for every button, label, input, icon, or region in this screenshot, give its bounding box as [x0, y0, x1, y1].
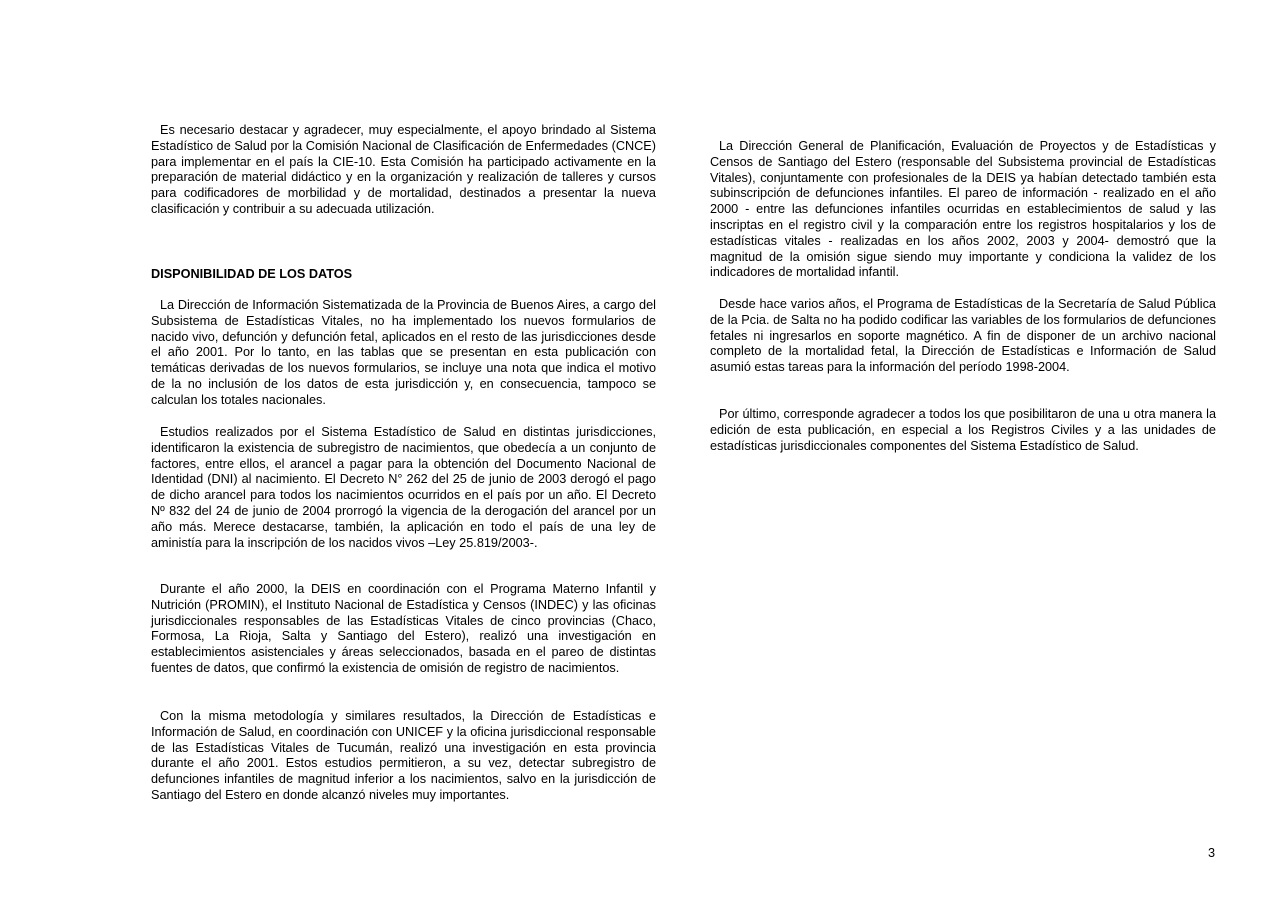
paragraph-buenos-aires: La Dirección de Información Sistematizada de la Provincia de Buenos Aires, a cargo del Subsistema de Estadísticas Vitales, no ha implementado los nuevos formularios de nacido vivo, defunción y defunción fetal, aplicados en el resto de las jurisdicciones desde el año 2001. Por lo tanto, en las tablas que se presentan en esta publicación con temáticas derivadas de los nuevos formularios, se incluye una nota que indica el motivo de la no inclusión de los datos de esta jurisdicción y, en consecuencia, tampoco se calculan los totales nacionales. [151, 298, 656, 407]
paragraph-santiago: La Dirección General de Planificación, Evaluación de Proyectos y de Estadísticas y Censos de Santiago del Estero (responsable del Subsistema provincial de Estadísticas Vitales), conjuntamente con profesionales de la DEIS ya habían detectado también esta subinscripción de defunciones infantiles. El pareo de información - realizado en el año 2000 - entre las defunciones infantiles ocurridas en establecimientos de salud y las inscriptas en el registro civil y la comparación entre los registros hospitalarios y los de estadísticas vitales - realizadas en los años 2002, 2003 y 2004- demostró que la magnitud de la omisión sigue siendo muy importante y condiciona la validez de los indicadores de mortalidad infantil. [710, 139, 1216, 280]
paragraph-methodology: Con la misma metodología y similares resultados, la Dirección de Estadísticas e Información de Salud, en coordinación con UNICEF y la oficina jurisdiccional responsable de las Estadísticas Vitales de Tucumán, realizó una investigación en esta provincia durante el año 2001. Estos estudios permitieron, a su vez, detectar subregistro de defunciones infantiles de magnitud inferior a los nacimientos, salvo en la jurisdicción de Santiago del Estero en donde alcanzó niveles muy importantes. [151, 709, 656, 802]
paragraph-closing: Por último, corresponde agradecer a todos los que posibilitaron de una u otra manera la edición de esta publicación, en especial a los Registros Civiles y a las unidades de estadísticas jurisdiccionales componentes del Sistema Estadístico de Salud. [710, 407, 1216, 453]
page-number: 3 [1207, 846, 1215, 860]
paragraph-year-2000: Durante el año 2000, la DEIS en coordinación con el Programa Materno Infantil y Nutrición (PROMIN), el Instituto Nacional de Estadística y Censos (INDEC) y las oficinas jurisdiccionales responsables de las Estadísticas Vitales de cinco provincias (Chaco, Formosa, La Rioja, Salta y Santiago del Estero), realizó una investigación en establecimientos asistenciales y áreas seleccionados, basada en el pareo de distintas fuentes de datos, que confirmó la existencia de omisión de registro de nacimientos. [151, 582, 656, 675]
section-heading: DISPONIBILIDAD DE LOS DATOS [151, 267, 353, 281]
paragraph-studies: Estudios realizados por el Sistema Estadístico de Salud en distintas jurisdicciones, identificaron la existencia de subregistro de nacimientos, que obedecía a un conjunto de factores, entre ellos, el arancel a pagar para la obtención del Documento Nacional de Identidad (DNI) al nacimiento. El Decreto N° 262 del 25 de junio de 2003 derogó el pago de dicho arancel para todos los nacimientos ocurridos en el país por un año. El Decreto Nº 832 del 24 de junio de 2004 prorrogó la vigencia de la derogación del arancel por un año más. Merece destacarse, también, la aplicación en todo el país de una ley de aministía para la inscripción de los nacidos vivos –Ley 25.819/2003-. [151, 425, 656, 550]
paragraph-salta: Desde hace varios años, el Programa de Estadísticas de la Secretaría de Salud Pública de la Pcia. de Salta no ha podido codificar las variables de los formularios de defunciones fetales ni ingresarlos en soporte magnético. A fin de disponer de un archivo nacional completo de la mortalidad fetal, la Dirección de Estadísticas e Información de Salud asumió estas tareas para la información del período 1998-2004. [710, 297, 1216, 375]
paragraph-acknowledgement: Es necesario destacar y agradecer, muy especialmente, el apoyo brindado al Sistema Estadístico de Salud por la Comisión Nacional de Clasificación de Enfermedades (CNCE) para implementar en el país la CIE-10. Esta Comisión ha participado activamente en la preparación de material didáctico y en la organización y realización de talleres y cursos para codificadores de morbilidad y de mortalidad, destinados a presentar la nueva clasificación y contribuir a su adecuada utilización. [151, 123, 656, 216]
